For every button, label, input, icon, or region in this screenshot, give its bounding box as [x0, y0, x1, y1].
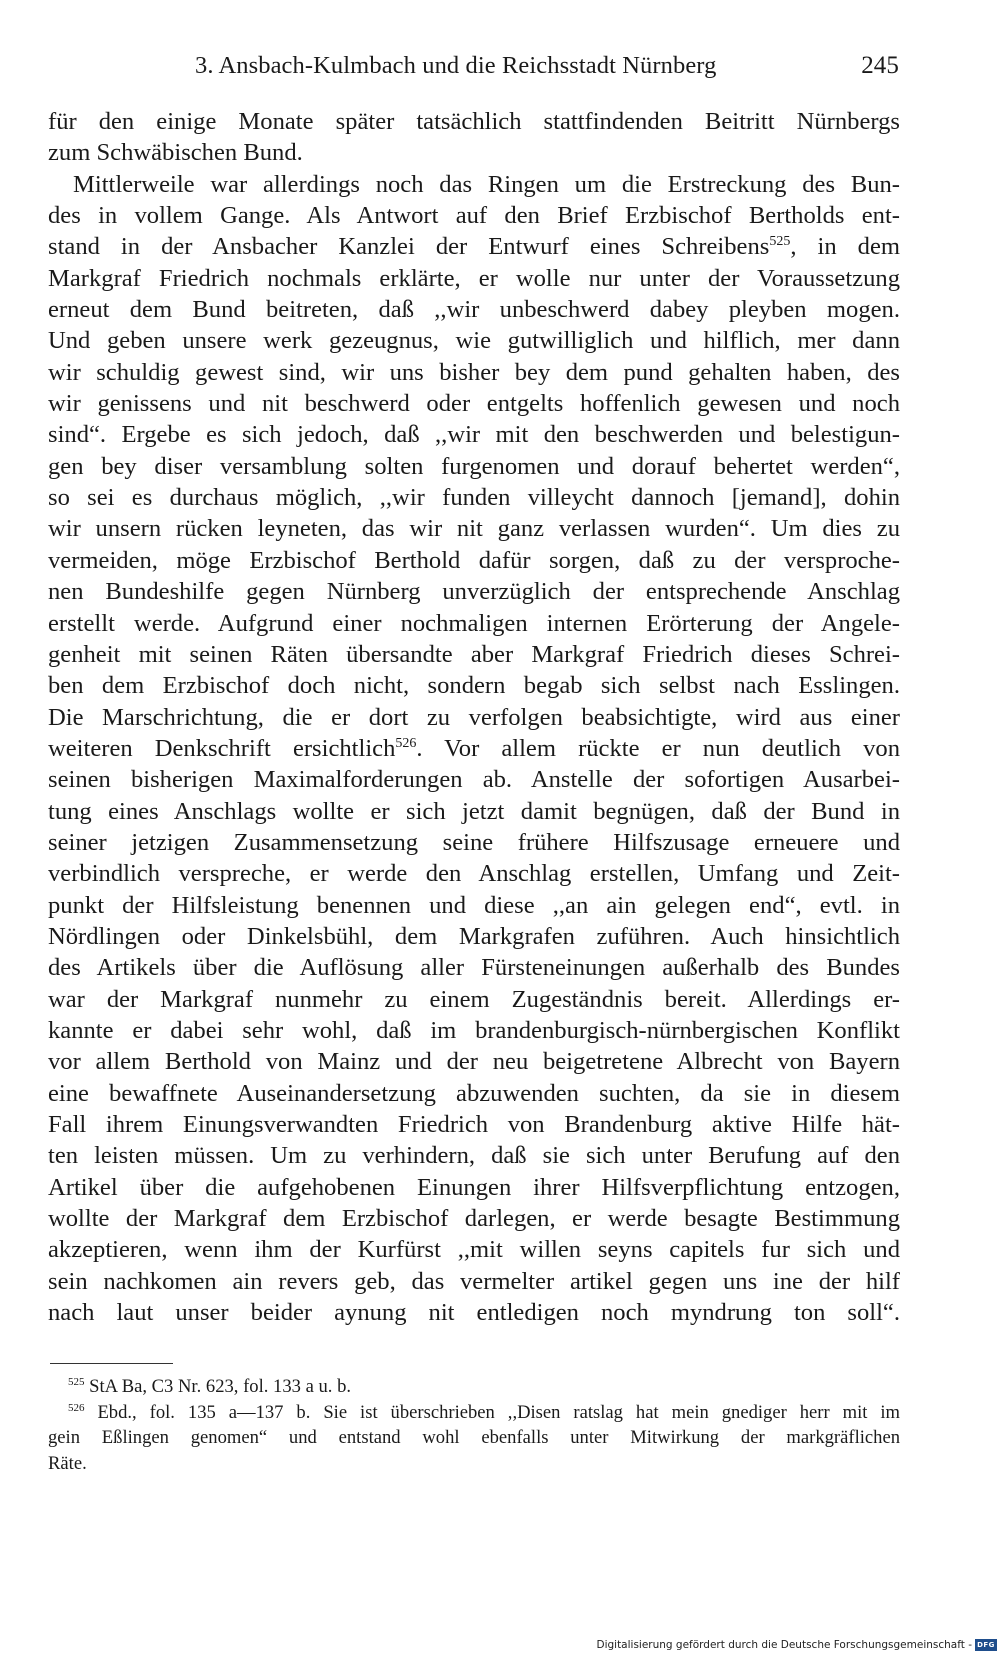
text-line	[48, 733, 900, 764]
text-line	[48, 513, 900, 544]
text-segment: Ebd., fol. 135 a—137 b. Sie ist überschrieben ,,Disen ratslag hat mein gnediger herr mit im	[84, 1401, 900, 1423]
text-line	[48, 1109, 900, 1140]
text-segment: vor allem Berthold von Mainz und der neu beigetretene Albrecht von Bayern	[48, 1048, 900, 1076]
text-segment: nach laut unser beider aynung nit entledigen noch myndrung ton soll“.	[48, 1299, 900, 1327]
text-line	[48, 231, 900, 262]
footnote-line	[48, 1451, 900, 1477]
footnote-line	[48, 1374, 900, 1400]
text-segment: Nördlingen oder Dinkelsbühl, dem Markgrafen zuführen. Auch hinsichtlich	[48, 922, 900, 950]
text-segment: gein Eßlingen genomen“ und entstand wohl ebenfalls unter Mitwirkung der markgräflichen	[48, 1427, 900, 1449]
text-line	[48, 608, 900, 639]
text-line	[48, 1234, 900, 1265]
text-segment: gen bey diser versamblung solten furgenomen und dorauf behertet werden“,	[48, 452, 900, 480]
text-segment: wir genissens und nit beschwerd oder entgelts hoffenlich gewesen und noch	[48, 390, 900, 418]
text-line	[48, 1015, 900, 1046]
text-segment: . Vor allem rückte er nun deutlich von	[416, 734, 900, 762]
text-segment: Artikel über die aufgehobenen Einungen ihrer Hilfsverpflichtung entzogen,	[48, 1173, 900, 1201]
text-line	[48, 764, 900, 795]
text-segment: erneut dem Bund beitreten, daß ,,wir unbeschwerd dabey pleyben mogen.	[48, 296, 900, 324]
text-line	[48, 1203, 900, 1234]
text-segment: ten leisten müssen. Um zu verhindern, daß sie sich unter Berufung auf den	[48, 1142, 900, 1170]
text-line	[48, 984, 900, 1015]
text-line	[48, 1078, 900, 1109]
text-line	[48, 106, 900, 137]
text-segment: Fall ihrem Einungsverwandten Friedrich von Brandenburg aktive Hilfe hät-	[48, 1111, 900, 1138]
text-segment: verbindlich verspreche, er werde den Anschlag erstellen, Umfang und Zeit-	[48, 860, 900, 888]
footnote-line	[48, 1425, 900, 1451]
text-line	[48, 357, 900, 388]
text-segment: kannte er dabei sehr wohl, daß im brandenburgisch-nürnbergischen Konflikt	[48, 1016, 900, 1044]
dfg-logo-icon: DFG	[975, 1639, 997, 1651]
text-line	[48, 827, 900, 858]
text-segment: akzeptieren, wenn ihm der Kurfürst ,,mit willen seyns capitels fur sich und	[48, 1236, 900, 1264]
text-segment: seiner jetzigen Zusammensetzung seine frühere Hilfszusage erneuere und	[48, 828, 900, 856]
text-line	[48, 952, 900, 983]
text-segment: eine bewaffnete Auseinandersetzung abzuwenden suchten, da sie in diesem	[48, 1079, 900, 1107]
text-segment: war der Markgraf nunmehr zu einem Zugeständnis bereit. Allerdings er-	[48, 985, 900, 1013]
text-segment: vermeiden, möge Erzbischof Berthold dafür sorgen, daß zu der versproche-	[48, 546, 900, 574]
text-line	[48, 451, 900, 482]
text-line	[48, 1140, 900, 1171]
text-segment: ben dem Erzbischof doch nicht, sondern begab sich selbst nach Esslingen.	[48, 672, 900, 700]
text-segment: nen Bundeshilfe gegen Nürnberg unverzüglich der entsprechende Anschlag	[48, 578, 900, 606]
text-segment: erstellt werde. Aufgrund einer nochmaligen internen Erörterung der Angele-	[48, 609, 900, 637]
text-line	[48, 670, 900, 701]
text-line	[48, 890, 900, 921]
text-segment: wir schuldig gewest sind, wir uns bisher bey dem pund gehalten haben, des	[48, 358, 900, 386]
text-segment: sind“. Ergebe es sich jedoch, daß ,,wir mit den beschwerden und belestigun-	[48, 421, 900, 449]
text-segment: so sei es durchaus möglich, ,,wir funden villeycht dannoch [jemand], dohin	[48, 484, 900, 512]
text-segment: , in dem	[790, 233, 901, 261]
text-line	[48, 702, 900, 733]
text-line	[48, 858, 900, 889]
main-text	[48, 106, 900, 1328]
text-line	[48, 796, 900, 827]
footnote-divider	[50, 1363, 173, 1364]
text-segment: weiteren Denkschrift ersichtlich	[48, 734, 396, 762]
text-segment: stand in der Ansbacher Kanzlei der Entwurf eines Schreibens	[48, 233, 770, 261]
text-line	[48, 921, 900, 952]
text-line	[48, 639, 900, 670]
text-segment: Und geben unsere werk gezeugnus, wie gutwilliglich und hilflich, mer dann	[48, 327, 900, 355]
text-line	[48, 388, 900, 419]
footnote-marker: 525	[769, 234, 791, 250]
text-line	[48, 576, 900, 607]
text-segment: für den einige Monate später tatsächlich stattfindenden Beitritt Nürnbergs	[48, 108, 900, 135]
text-line	[48, 325, 900, 356]
text-segment: des Artikels über die Auflösung aller Fürsteneinungen außerhalb des Bundes	[48, 954, 900, 982]
text-segment: Räte.	[48, 1452, 87, 1474]
text-segment: wollte der Markgraf dem Erzbischof darlegen, er werde besagte Bestimmung	[48, 1205, 900, 1233]
text-segment: Die Marschrichtung, die er dort zu verfolgen beabsichtigte, wird aus einer	[48, 703, 900, 731]
text-segment: sein nachkomen ain revers geb, das vermelter artikel gegen uns ine der hilf	[48, 1267, 900, 1295]
credit-text: Digitalisierung gefördert durch die Deutsche Forschungsgemeinschaft -	[596, 1639, 972, 1651]
text-line	[48, 294, 900, 325]
text-segment: StA Ba, C3 Nr. 623, fol. 133 a u. b.	[84, 1376, 352, 1397]
text-line	[48, 137, 900, 168]
text-segment: genheit mit seinen Räten übersandte aber Markgraf Friedrich dieses Schrei-	[48, 640, 900, 668]
text-segment: zum Schwäbischen Bund.	[48, 139, 303, 167]
text-segment: wir unsern rücken leyneten, das wir nit ganz verlassen wurden“. Um dies zu	[48, 515, 900, 543]
running-head	[195, 46, 905, 86]
footnote-line	[48, 1400, 900, 1426]
text-line	[48, 545, 900, 576]
text-segment: des in vollem Gange. Als Antwort auf den Brief Erzbischof Bertholds ent-	[48, 202, 900, 230]
text-segment: tung eines Anschlags wollte er sich jetzt damit begnügen, daß der Bund in	[48, 797, 900, 825]
footnote-marker: 526	[395, 735, 417, 751]
text-line	[48, 1297, 900, 1328]
running-title: 3. Ansbach-Kulmbach und die Reichsstadt Nürnberg	[195, 52, 717, 79]
text-line	[48, 1266, 900, 1297]
text-line	[48, 169, 900, 200]
text-line	[48, 419, 900, 450]
page-number: 245	[861, 52, 899, 79]
text-line	[48, 200, 900, 231]
text-line	[48, 482, 900, 513]
text-segment: Markgraf Friedrich nochmals erklärte, er wolle nur unter der Voraussetzung	[48, 264, 900, 292]
text-segment: punkt der Hilfsleistung benennen und diese ,,an ain gelegen end“, evtl. in	[48, 891, 900, 919]
text-line	[48, 1046, 900, 1077]
text-segment: seinen bisherigen Maximalforderungen ab. Anstelle der sofortigen Ausarbei-	[48, 766, 900, 794]
footnotes	[48, 1374, 900, 1476]
digitization-credit	[596, 1637, 997, 1653]
text-line	[48, 1172, 900, 1203]
text-segment: Mittlerweile war allerdings noch das Ringen um die Erstreckung des Bun-	[73, 170, 900, 198]
footnote-marker: 526	[68, 1401, 85, 1414]
footnote-marker: 525	[68, 1376, 85, 1388]
text-line	[48, 263, 900, 294]
